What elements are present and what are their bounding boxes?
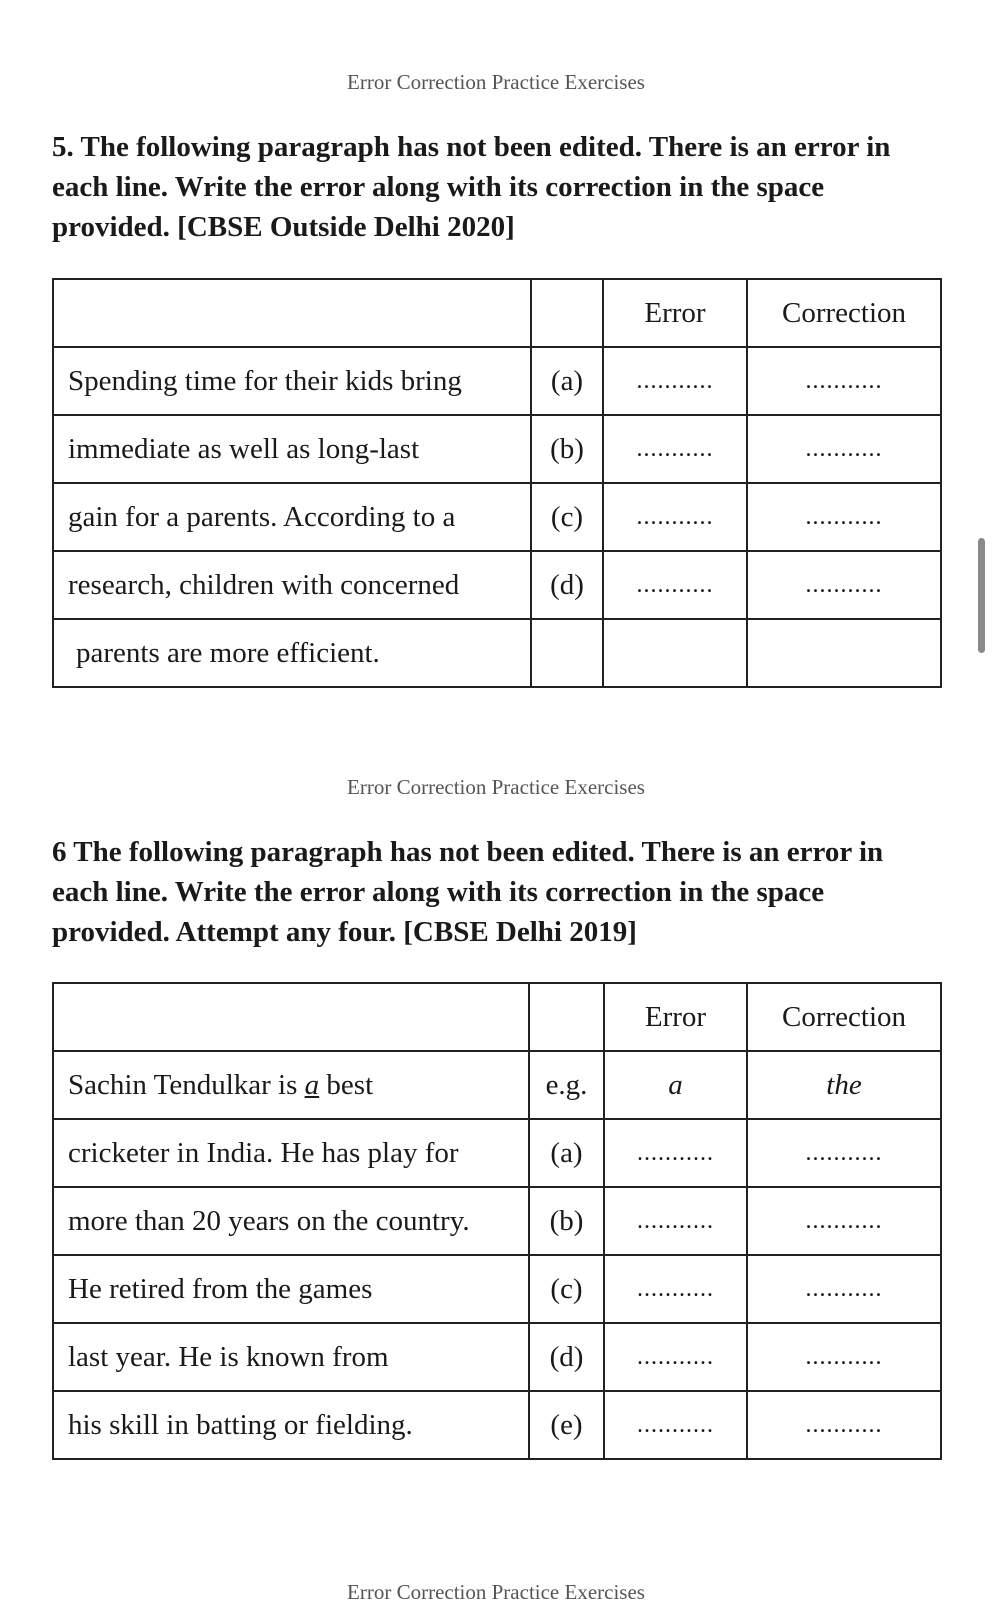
- line-text: immediate as well as long-last: [53, 415, 531, 483]
- line-label: (b): [529, 1187, 604, 1255]
- line-text: He retired from the games: [53, 1255, 529, 1323]
- header-blank-cell: [53, 983, 529, 1051]
- line-text: more than 20 years on the country.: [53, 1187, 529, 1255]
- line-label: (d): [531, 551, 603, 619]
- header-error: Error: [603, 279, 747, 347]
- line-text: Spending time for their kids bring: [53, 347, 531, 415]
- table-row: [53, 483, 941, 551]
- scrollbar[interactable]: [978, 538, 985, 653]
- header-error: Error: [604, 983, 747, 1051]
- error-blank[interactable]: ...........: [604, 1187, 747, 1255]
- correction-blank[interactable]: ...........: [747, 415, 941, 483]
- line-text: parents are more efficient.: [53, 619, 531, 687]
- line-label: (a): [531, 347, 603, 415]
- error-blank[interactable]: ...........: [603, 347, 747, 415]
- table-row: [53, 1119, 941, 1187]
- line-label: (e): [529, 1391, 604, 1459]
- error-blank[interactable]: ...........: [604, 1119, 747, 1187]
- correction-blank[interactable]: ...........: [747, 483, 941, 551]
- header-label-cell: [529, 983, 604, 1051]
- running-head-top: Error Correction Practice Exercises: [347, 70, 645, 94]
- table-row: [53, 1255, 941, 1323]
- question-6-table: [52, 982, 942, 1460]
- correction-blank[interactable]: ...........: [747, 1323, 941, 1391]
- table-row: [53, 619, 941, 687]
- line-label: (d): [529, 1323, 604, 1391]
- correction-blank[interactable]: ...........: [747, 551, 941, 619]
- line-text: gain for a parents. According to a: [53, 483, 531, 551]
- question-5-table: [52, 278, 942, 688]
- header-correction: Correction: [747, 983, 941, 1051]
- example-line-text: [53, 1051, 529, 1119]
- correction-blank[interactable]: ...........: [747, 1391, 941, 1459]
- correction-blank[interactable]: ...........: [747, 1119, 941, 1187]
- correction-blank[interactable]: ...........: [747, 1187, 941, 1255]
- table-header-row: [53, 983, 941, 1051]
- table-row: [53, 415, 941, 483]
- correction-blank[interactable]: ...........: [747, 347, 941, 415]
- header-correction: Correction: [747, 279, 941, 347]
- line-text: research, children with concerned: [53, 551, 531, 619]
- error-blank[interactable]: ...........: [603, 483, 747, 551]
- table-row: [53, 551, 941, 619]
- line-label: (c): [531, 483, 603, 551]
- example-error: a: [604, 1051, 747, 1119]
- example-text-after: best: [319, 1068, 374, 1101]
- line-label: (a): [529, 1119, 604, 1187]
- question-5-heading: 5. The following paragraph has not been edited. There is an error in each line. Write the error along with its correction in the space provided. [CBSE Outside Delhi 2020]: [52, 131, 891, 243]
- line-text: his skill in batting or fielding.: [53, 1391, 529, 1459]
- line-text: cricketer in India. He has play for: [53, 1119, 529, 1187]
- question-6-heading: 6 The following paragraph has not been edited. There is an error in each line. Write the error along with its correction in the space provided. Attempt any four. [CBSE Delhi 2019]: [52, 836, 884, 948]
- error-blank[interactable]: ...........: [604, 1391, 747, 1459]
- table-row: [53, 1187, 941, 1255]
- example-label: e.g.: [529, 1051, 604, 1119]
- header-label-cell: [531, 279, 603, 347]
- line-text: last year. He is known from: [53, 1323, 529, 1391]
- example-underlined-word: a: [304, 1068, 320, 1101]
- table-row: [53, 1323, 941, 1391]
- correction-blank[interactable]: ...........: [747, 1255, 941, 1323]
- line-label: (b): [531, 415, 603, 483]
- running-head-bottom: Error Correction Practice Exercises: [347, 1580, 645, 1604]
- table-header-row: [53, 279, 941, 347]
- correction-blank: [747, 619, 941, 687]
- error-blank[interactable]: ...........: [603, 415, 747, 483]
- error-blank[interactable]: ...........: [604, 1323, 747, 1391]
- line-label: [531, 619, 603, 687]
- table-row: [53, 347, 941, 415]
- example-row: [53, 1051, 941, 1119]
- header-blank-cell: [53, 279, 531, 347]
- running-head-middle: Error Correction Practice Exercises: [347, 775, 645, 799]
- example-text-before: Sachin Tendulkar is: [68, 1068, 305, 1101]
- error-blank: [603, 619, 747, 687]
- example-correction: the: [747, 1051, 941, 1119]
- error-blank[interactable]: ...........: [604, 1255, 747, 1323]
- line-label: (c): [529, 1255, 604, 1323]
- table-row: [53, 1391, 941, 1459]
- error-blank[interactable]: ...........: [603, 551, 747, 619]
